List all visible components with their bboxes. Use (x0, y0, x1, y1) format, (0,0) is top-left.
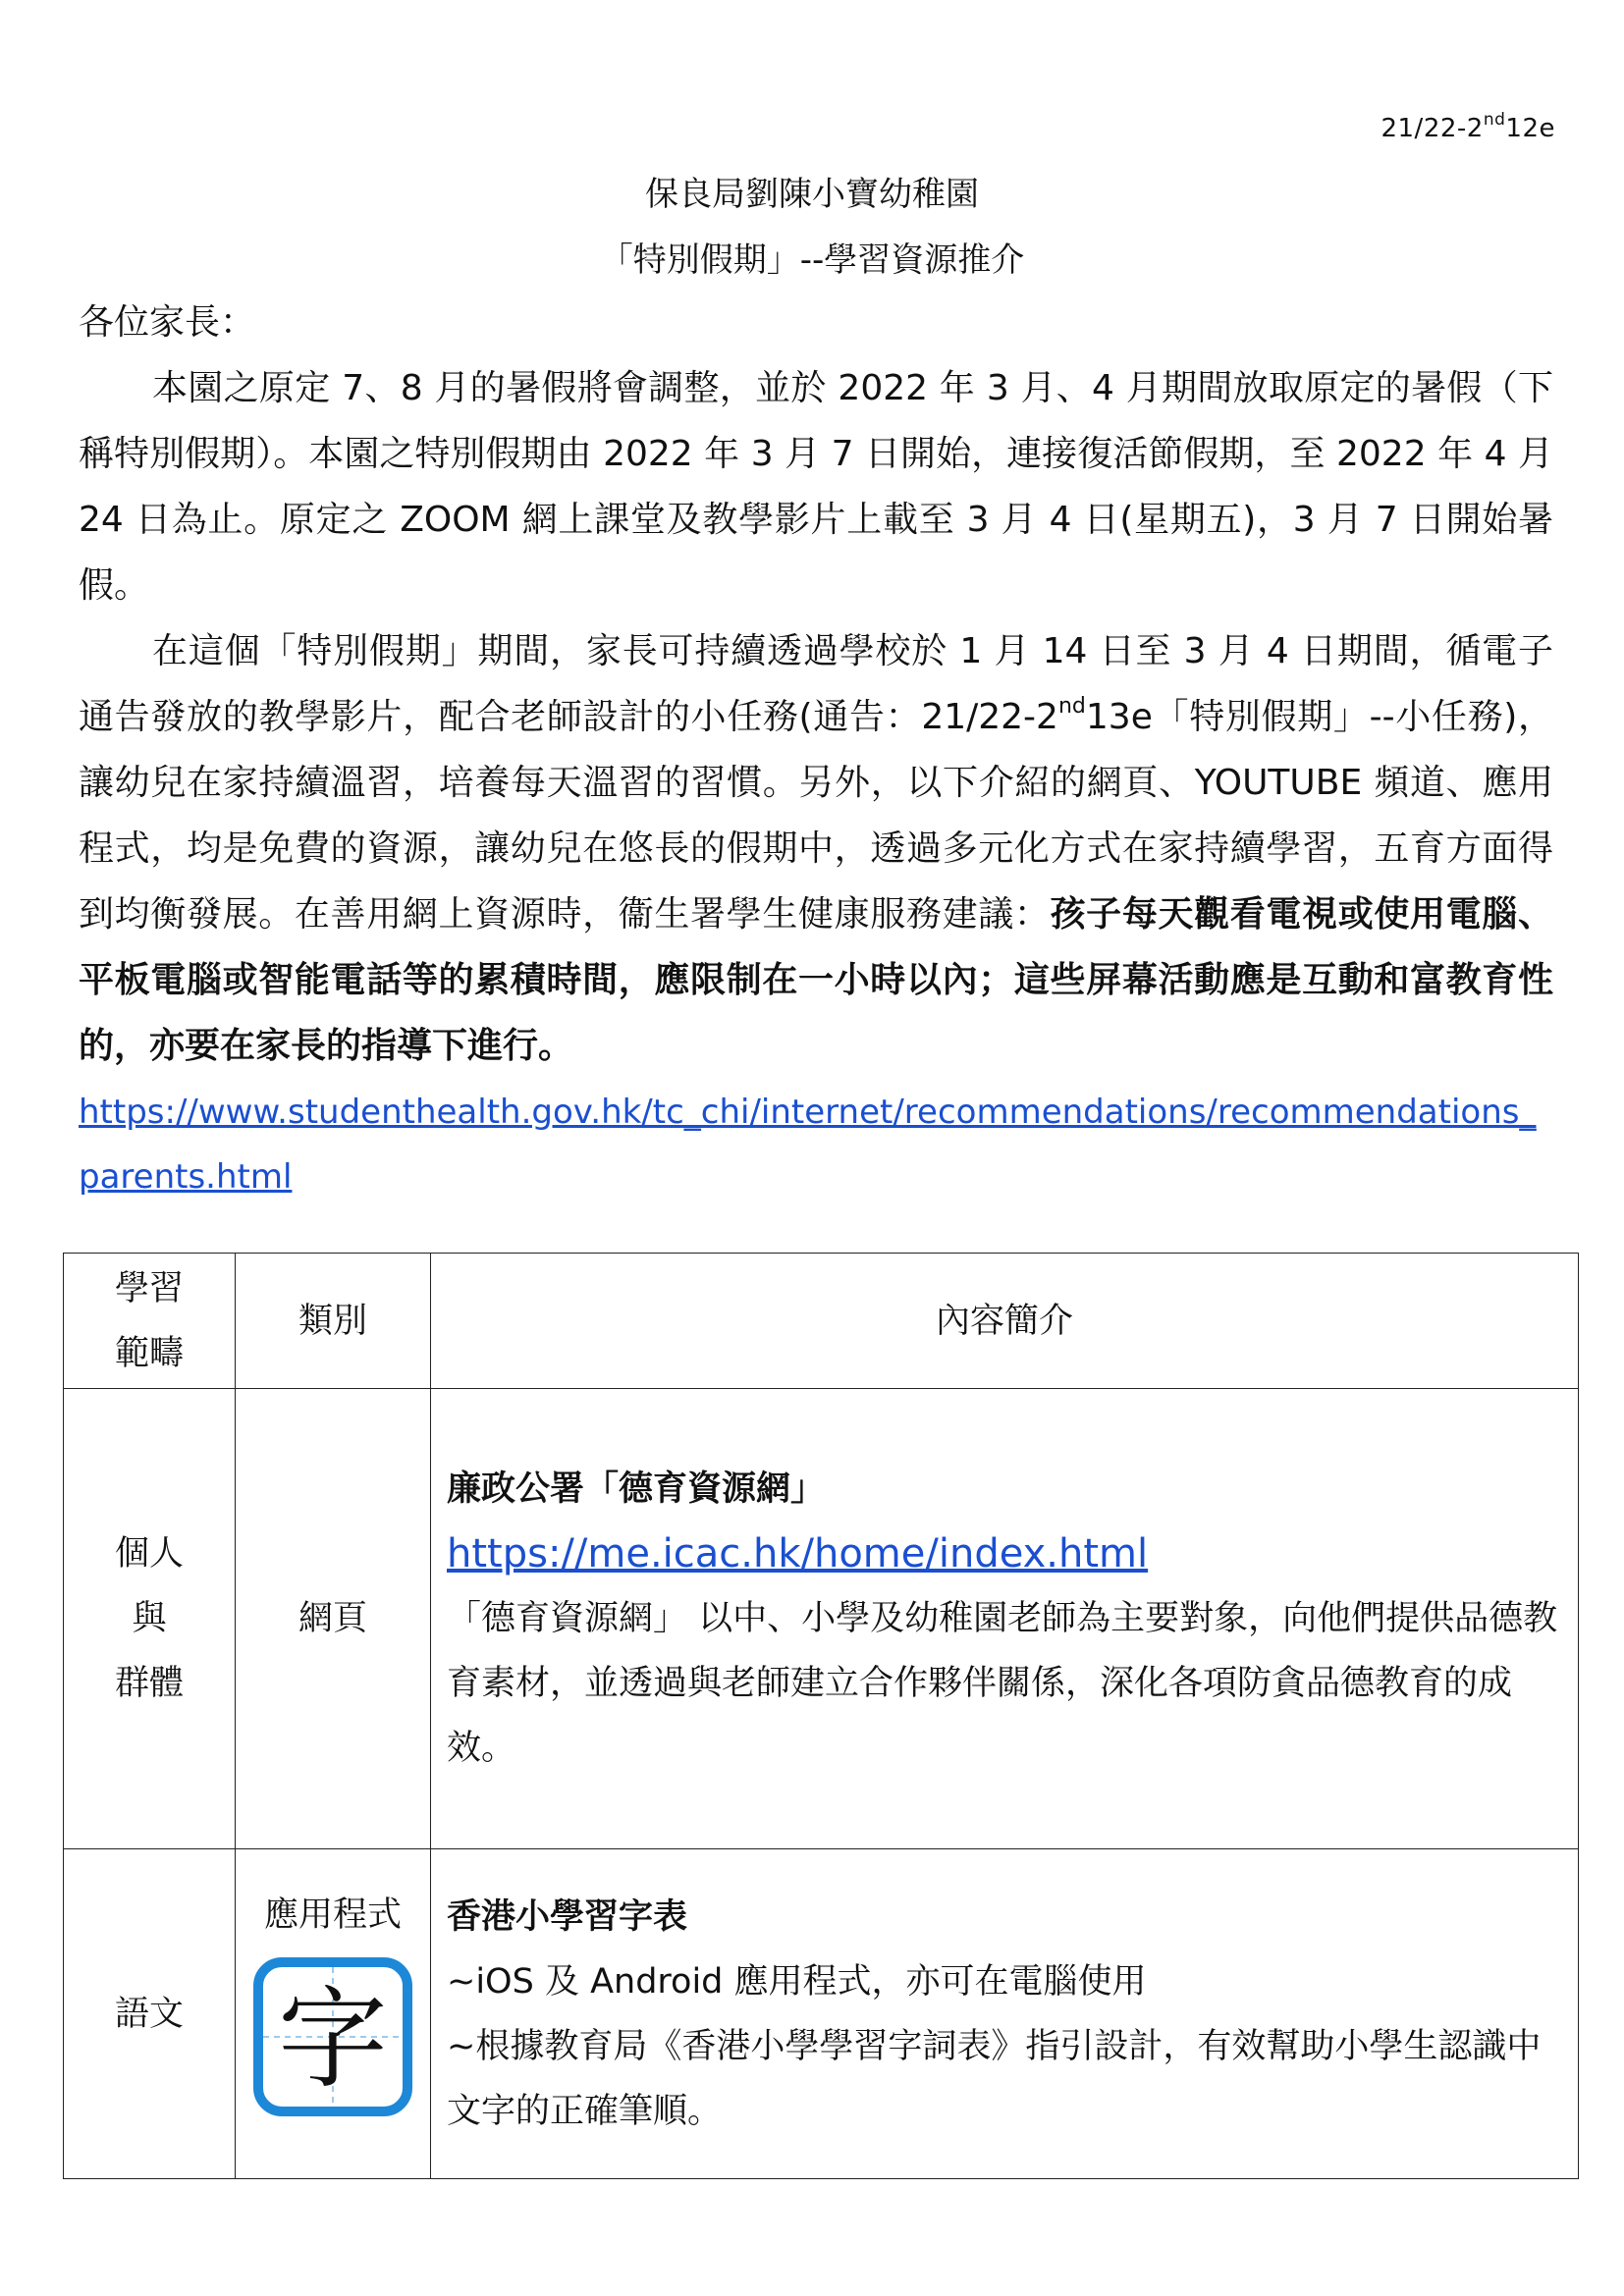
table-row (64, 1849, 1579, 2179)
row-category: 應用程式 (263, 1895, 402, 1935)
header-learning-area: 學習 範疇 (64, 1254, 236, 1389)
resource-description: 「德育資源網」 以中、小學及幼稚園老師為主要對象，向他們提供品德教育素材，並透過與老師建立合作夥伴關係，深化各項防貪品德教育的成效。 (447, 1599, 1558, 1768)
table-header-row (64, 1254, 1579, 1389)
row-content (431, 1849, 1579, 2179)
header-content: 內容簡介 (431, 1254, 1579, 1389)
resource-platform-note: ~iOS 及 Android 應用程式，亦可在電腦使用 (447, 1961, 1147, 2002)
resource-table (63, 1253, 1579, 2179)
row-category-cell (236, 1849, 431, 2179)
greeting: 各位家長： (79, 302, 256, 343)
resource-link[interactable]: https://me.icac.hk/home/index.html (447, 1531, 1149, 1576)
svg-text:字: 字 (278, 1975, 388, 2104)
header-category: 類別 (236, 1254, 431, 1389)
school-name: 保良局劉陳小寶幼稚園 (645, 175, 979, 214)
resource-title: 香港小學習字表 (447, 1896, 688, 1937)
row-learning-area: 個人 與 群體 (64, 1389, 236, 1849)
reference-number: 21/22-2nd12e (1380, 110, 1555, 143)
row-category: 網頁 (236, 1389, 431, 1849)
resource-title: 廉政公署「德育資源網」 (447, 1469, 826, 1509)
notice-subject: 「特別假期」--學習資源推介 (599, 240, 1025, 280)
paragraph-2: 在這個「特別假期」期間，家長可持續透過學校於 1 月 14 日至 3 月 4 日期間，循電子通告發放的教學影片，配合老師設計的小任務(通告：21/22-2nd13e「特別假期」--小任務)，讓幼兒在家持續溫習，培養每天溫習的習慣。另外，以下介紹的網頁、YOUTUBE 頻道、應用程式，均是免費的資源，讓幼兒在悠長的假期中，透過多元化方式在家持續學習，五育方面得到均衡發展。在善用網上資源時，衞生署學生健康服務建議：孩子每天觀看電視或使用電腦、平板電腦或智能電話等的累積時間，應限制在一小時以內；這些屏幕活動應是互動和富教育性的，亦要在家長的指導下進行。 (79, 631, 1554, 1066)
student-health-link[interactable]: https://www.studenthealth.gov.hk/tc_chi/internet/recommendations/recommendations_parents.html (79, 1093, 1537, 1197)
row-content (431, 1389, 1579, 1849)
paragraph-1: 本園之原定 7、8 月的暑假將會調整，並於 2022 年 3 月、4 月期間放取原定的暑假（下稱特別假期）。本園之特別假期由 2022 年 3 月 7 日開始，連接復活節假期，至 2022 年 4 月 24 日為止。原定之 ZOOM 網上課堂及教學影片上載至 3 月 4 日(星期五)，3 月 7 日開始暑假。 (79, 368, 1553, 606)
health-advice: 孩子每天觀看電視或使用電腦、平板電腦或智能電話等的累積時間，應限制在一小時以內；這些屏幕活動應是互動和富教育性的，亦要在家長的指導下進行。 (79, 894, 1553, 1066)
resource-description: ~根據教育局《香港小學學習字詞表》指引設計，有效幫助小學生認識中文字的正確筆順。 (447, 2026, 1542, 2131)
row-learning-area: 語文 (64, 1849, 236, 2179)
zi-app-icon (253, 1957, 412, 2116)
table-row (64, 1389, 1579, 1849)
